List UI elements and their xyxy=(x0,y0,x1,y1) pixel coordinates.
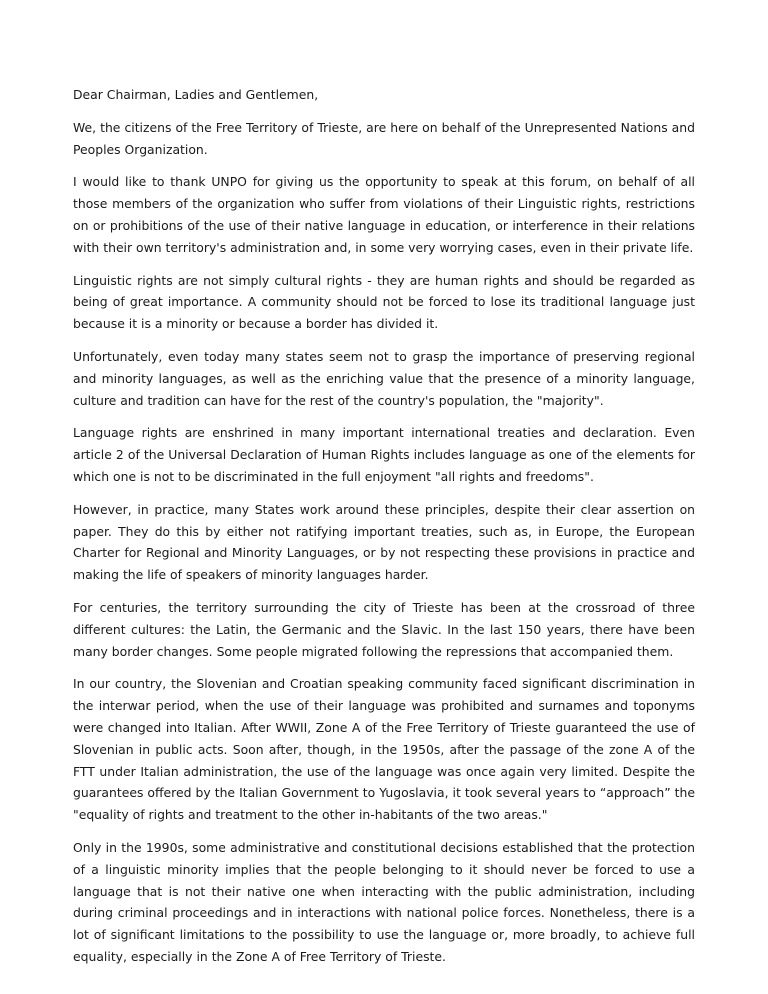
document-body xyxy=(73,84,695,979)
paragraph-6: However, in practice, many States work around these principles, despite their clear assertion on paper. They do this by either not ratifying important treaties, such as, in Europe, the European Charter for Regional and Minority Languages, or by not respecting these provisions in practice and making the life of speakers of minority languages harder. xyxy=(73,501,695,583)
paragraph-9: Only in the 1990s, some administrative and constitutional decisions established that the protection of a linguistic minority implies that the people belonging to it should never be forced to use a language that is not their native one when interacting with the public administration, including during criminal proceedings and in interactions with national police forces. Nonetheless, there is a lot of significant limitations to the possibility to use the language or, more broadly, to achieve full equality, especially in the Zone A of Free Territory of Trieste. xyxy=(73,839,695,964)
paragraph-2: I would like to thank UNPO for giving us the opportunity to speak at this forum, on behalf of all those members of the organization who suffer from violations of their Linguistic rights, restrictions on or prohibitions of the use of their native language in education, or interference in their relations with their own territory's administration and, in some very worrying cases, even in their private life. xyxy=(73,174,695,255)
paragraph-1: We, the citizens of the Free Territory of Trieste, are here on behalf of the Unrepresented Nations and Peoples Organization. xyxy=(73,119,695,157)
salutation: Dear Chairman, Ladies and Gentlemen, xyxy=(73,87,319,102)
paragraph-7: For centuries, the territory surrounding the city of Trieste has been at the crossroad of three different cultures: the Latin, the Germanic and the Slavic. In the last 150 years, there have been many border changes. Some people migrated following the repressions that accompanied them. xyxy=(73,599,695,659)
paragraph-8: In our country, the Slovenian and Croatian speaking community faced significant discrimination in the interwar period, when the use of their language was prohibited and surnames and toponyms were changed into Italian. After WWII, Zone A of the Free Territory of Trieste guaranteed the use of Slovenian in public acts. Soon after, though, in the 1950s, after the passage of the zone A of the FTT under Italian administration, the use of the language was once again very limited. Despite the guarantees offered by the Italian Government to Yugoslavia, it took several years to “approach” the "equality of rights and treatment to the other in-habitants of the two areas." xyxy=(73,676,695,823)
paragraph-3: Linguistic rights are not simply cultural rights - they are human rights and should be regarded as being of great importance. A community should not be forced to lose its traditional language just because it is a minority or because a border has divided it. xyxy=(73,272,695,332)
paragraph-5: Language rights are enshrined in many important international treaties and declaration. Even article 2 of the Universal Declaration of Human Rights includes language as one of the elements for which one is not to be discriminated in the full enjoyment "all rights and freedoms". xyxy=(73,425,695,484)
paragraph-4: Unfortunately, even today many states seem not to grasp the importance of preserving regional and minority languages, as well as the enriching value that the presence of a minority language, culture and tradition can have for the rest of the country's population, the "majority". xyxy=(73,348,695,408)
